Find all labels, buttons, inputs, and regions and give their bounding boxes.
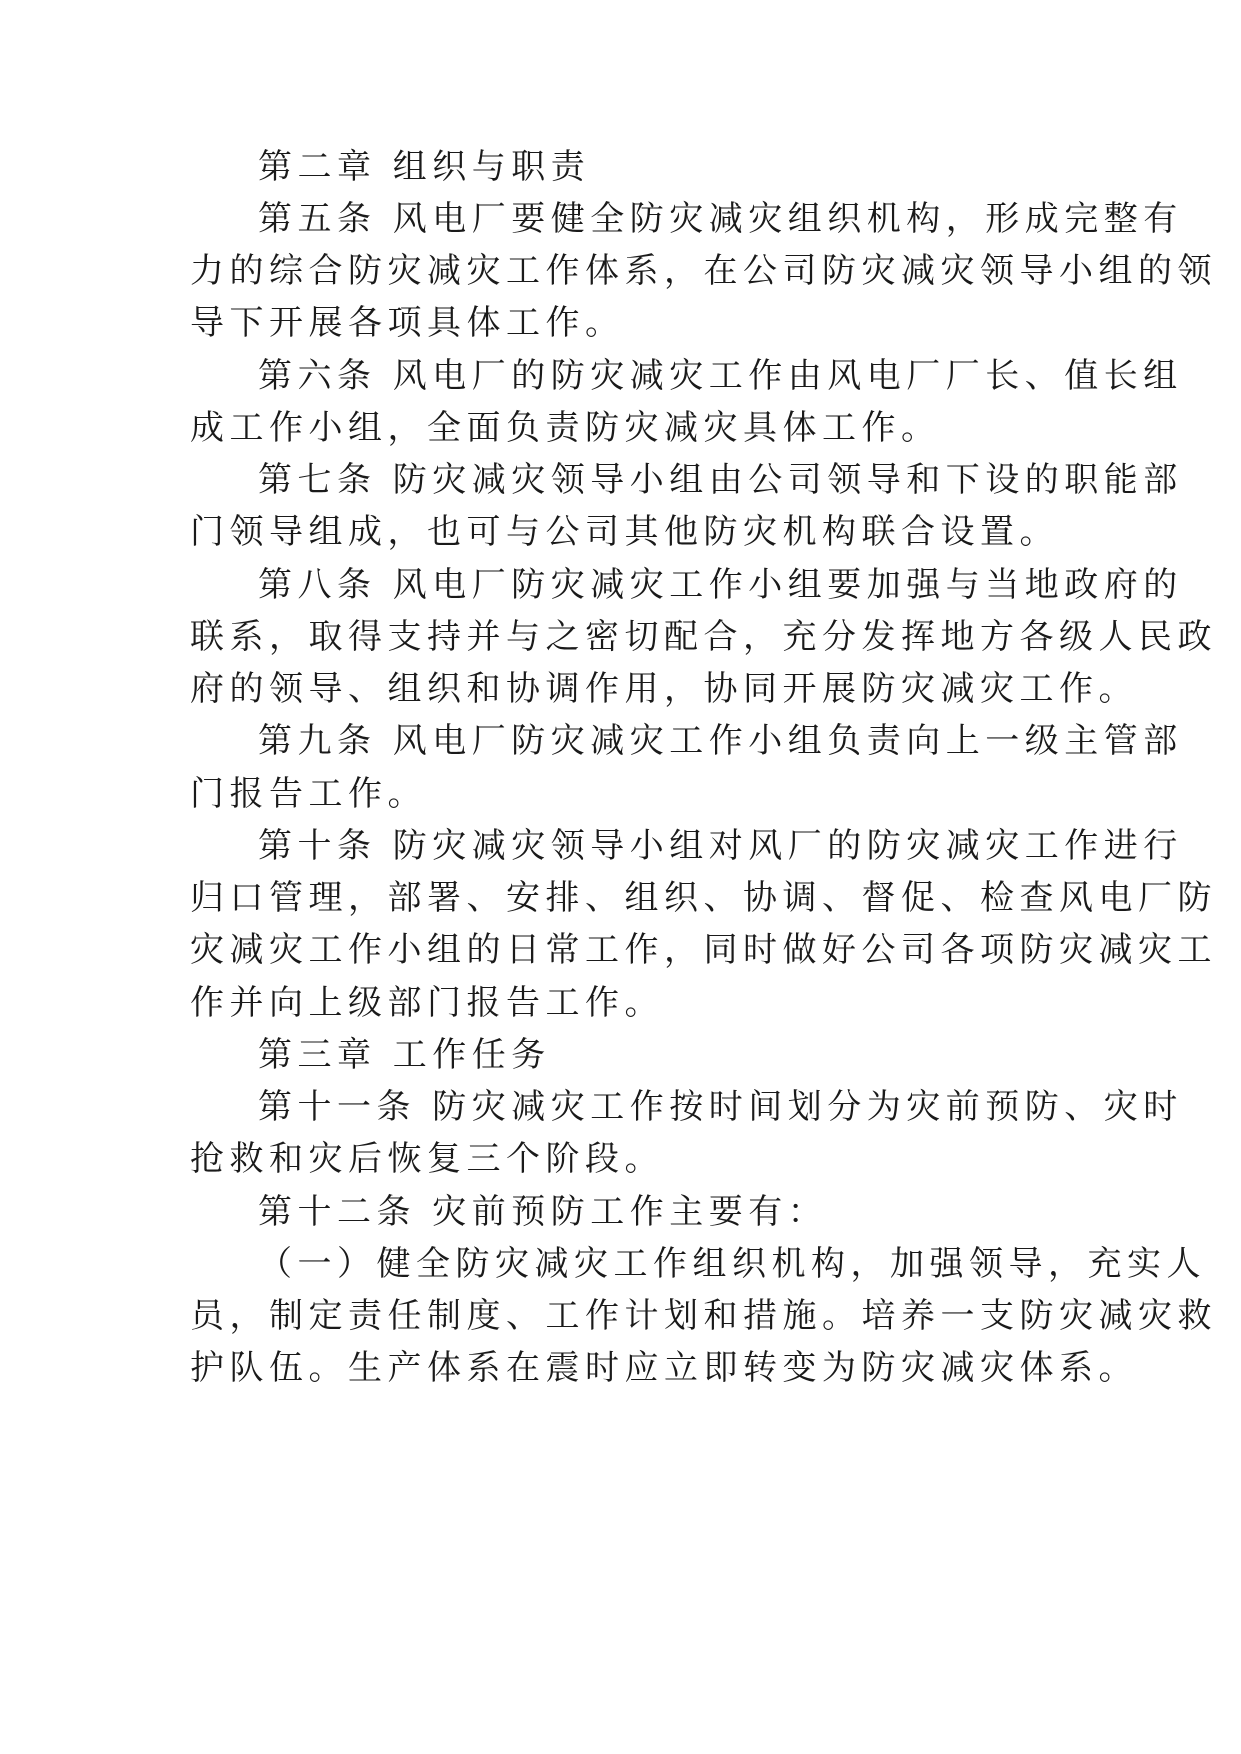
article-10-line-3: 灾减灾工作小组的日常工作，同时做好公司各项防灾减灾工 (190, 930, 1217, 970)
article-10-line-4: 作并向上级部门报告工作。 (190, 983, 664, 1023)
article-11-line-1: 第十一条 防灾减灾工作按时间划分为灾前预防、灾时 (258, 1087, 1183, 1127)
article-5-line-1: 第五条 风电厂要健全防灾减灾组织机构，形成完整有 (258, 199, 1183, 239)
item-1-line-2: 员，制定责任制度、工作计划和措施。培养一支防灾减灾救 (190, 1296, 1217, 1336)
article-7-line-1: 第七条 防灾减灾领导小组由公司领导和下设的职能部 (258, 460, 1183, 500)
article-5-line-2: 力的综合防灾减灾工作体系，在公司防灾减灾领导小组的领 (190, 251, 1217, 291)
article-8-line-2: 联系，取得支持并与之密切配合，充分发挥地方各级人民政 (190, 617, 1217, 657)
article-8-line-1: 第八条 风电厂防灾减灾工作小组要加强与当地政府的 (258, 565, 1183, 605)
article-8-line-3: 府的领导、组织和协调作用，协同开展防灾减灾工作。 (190, 669, 1138, 709)
item-1-line-1: （一）健全防灾减灾工作组织机构，加强领导，充实人 (258, 1244, 1206, 1284)
article-9-line-1: 第九条 风电厂防灾减灾工作小组负责向上一级主管部 (258, 721, 1183, 761)
article-9-line-2: 门报告工作。 (190, 774, 427, 814)
chapter-2-heading: 第二章 组织与职责 (258, 147, 591, 187)
article-10-line-1: 第十条 防灾减灾领导小组对风厂的防灾减灾工作进行 (258, 826, 1183, 866)
chapter-3-heading: 第三章 工作任务 (258, 1035, 551, 1075)
item-1-line-3: 护队伍。生产体系在震时应立即转变为防灾减灾体系。 (190, 1348, 1138, 1388)
article-6-line-2: 成工作小组，全面负责防灾减灾具体工作。 (190, 408, 941, 448)
article-11-line-2: 抢救和灾后恢复三个阶段。 (190, 1139, 664, 1179)
article-12-line-1: 第十二条 灾前预防工作主要有： (258, 1192, 828, 1232)
article-6-line-1: 第六条 风电厂的防灾减灾工作由风电厂厂长、值长组 (258, 356, 1183, 396)
article-10-line-2: 归口管理，部署、安排、组织、协调、督促、检查风电厂防 (190, 878, 1217, 918)
article-7-line-2: 门领导组成，也可与公司其他防灾机构联合设置。 (190, 512, 1059, 552)
article-5-line-3: 导下开展各项具体工作。 (190, 303, 625, 343)
